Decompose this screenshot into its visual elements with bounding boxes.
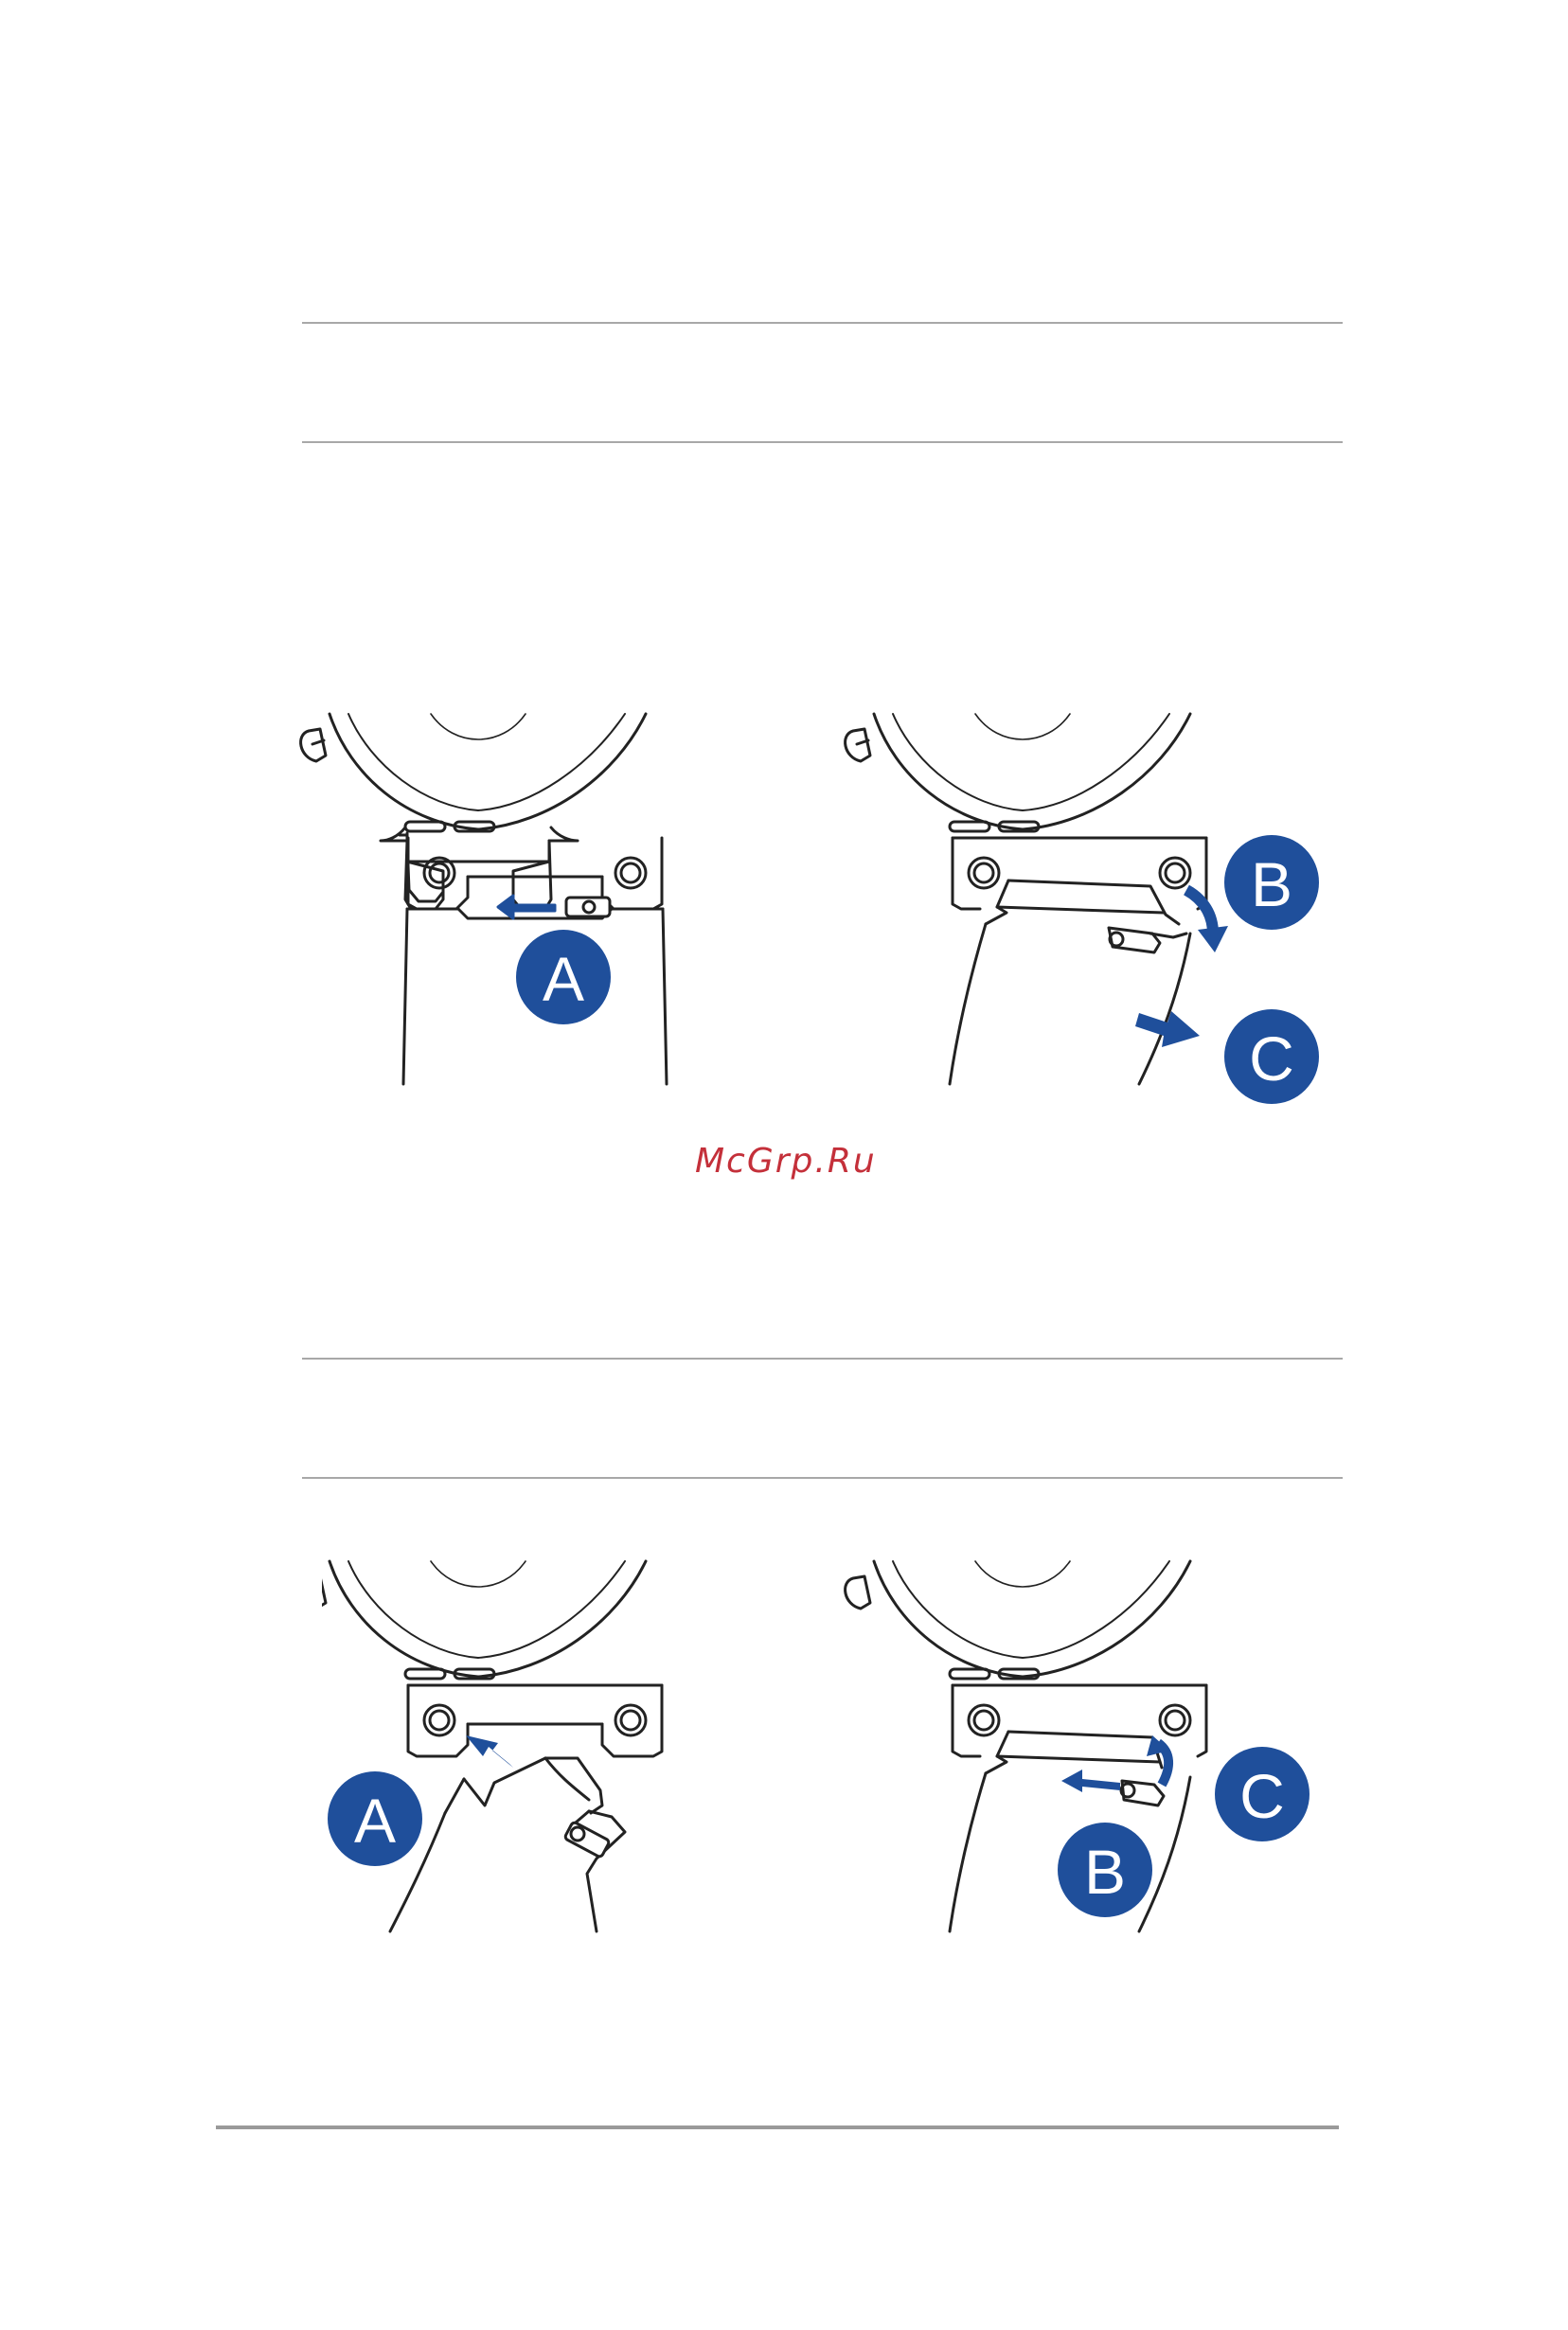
figure-remove-band-steps-b-c [838,710,1330,1108]
section-rule-1 [302,322,1343,324]
callout-c-badge [1224,1009,1319,1104]
watch-illustration [838,710,1330,1108]
watch-illustration [838,1557,1330,1955]
callout-a-label: A [542,944,585,1014]
section-rule-4 [302,1477,1343,1479]
figure-remove-band-step-a [294,710,767,1089]
callout-b-badge [1058,1823,1152,1917]
figure-install-band-step-a [322,1557,776,1936]
watch-illustration [322,1557,776,1936]
section-rule-3 [302,1358,1343,1360]
callout-a-badge [516,930,611,1024]
watch-illustration [294,710,767,1089]
callout-b-label: B [1083,1837,1127,1907]
callout-a-label: A [353,1786,397,1856]
callout-b-badge [1224,835,1319,930]
figure-install-band-steps-b-c [838,1557,1330,1955]
callout-a-badge [328,1771,422,1866]
callout-c-label: C [1239,1761,1285,1831]
callout-c-label: C [1249,1023,1294,1094]
callout-b-label: B [1250,849,1293,919]
callout-c-badge [1215,1747,1310,1841]
footer-rule [216,2125,1339,2129]
section-rule-2 [302,441,1343,443]
watermark: McGrp.Ru [695,1142,877,1181]
